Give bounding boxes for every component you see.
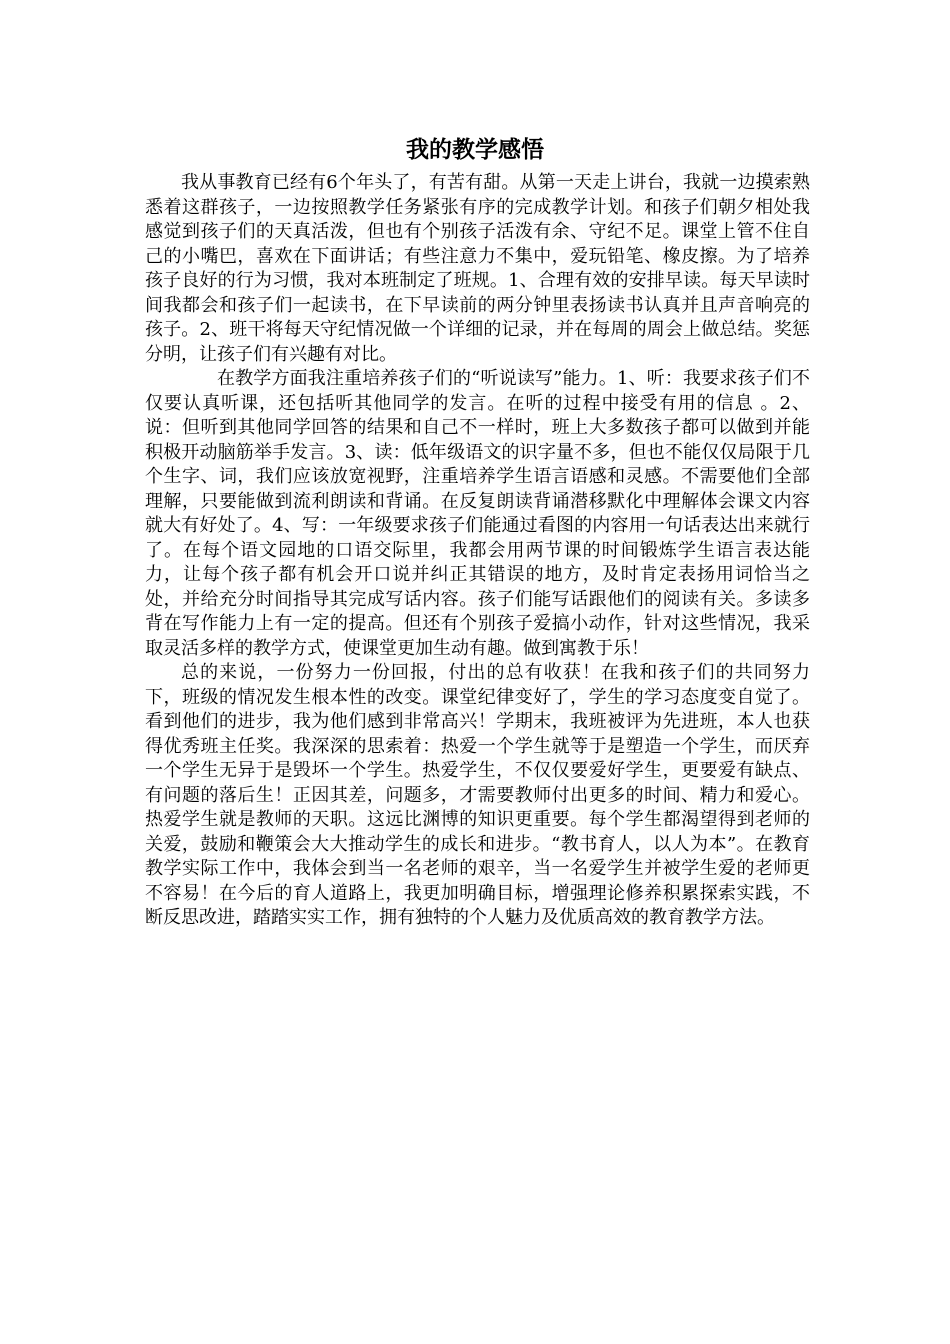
document-title: 我的教学感悟 — [406, 137, 544, 163]
document-body — [145, 171, 810, 931]
paragraph-summary: 总的来说，一份努力一份回报，付出的总有收获！在我和孩子们的共同努力下，班级的情况发生根本性的改变。课堂纪律变好了，学生的学习态度变自觉了。看到他们的进步，我为他们感到非常高兴！学期末，我班被评为先进班，本人也获得优秀班主任奖。我深深的思索着：热爱一个学生就等于是塑造一个学生，而厌弃一个学生无异于是毁坏一个学生。热爱学生，不仅仅要爱好学生，更要爱有缺点、有问题的落后生！正因其差，问题多，才需要教师付出更多的时间、精力和爱心。热爱学生就是教师的天职。这远比渊博的知识更重要。每个学生都渴望得到老师的关爱，鼓励和鞭策会大大推动学生的成长和进步。“教书育人，以人为本”。在教育教学实际工作中，我体会到当一名老师的艰辛，当一名爱学生并被学生爱的老师更不容易！在今后的育人道路上，我更加明确目标，增强理论修养积累探索实践，不断反思改进，踏踏实实工作，拥有独特的个人魅力及优质高效的教育教学方法。 — [145, 662, 810, 928]
paragraph-class-rules: 我从事教育已经有6个年头了，有苦有甜。从第一天走上讲台，我就一边摸索熟悉着这群孩子，一边按照教学任务紧张有序的完成教学计划。和孩子们朝夕相处我感觉到孩子们的天真活泼，但也有个别孩子活泼有余、守纪不足。课堂上管不住自己的小嘴巴，喜欢在下面讲话；有些注意力不集中，爱玩铅笔、橡皮擦。为了培养孩子良好的行为习惯，我对本班制定了班规。1、合理有效的安排早读。每天早读时间我都会和孩子们一起读书，在下早读前的两分钟里表扬读书认真并且声音响亮的孩子。2、班干将每天守纪情况做一个详细的记录，并在每周的周会上做总结。奖惩分明，让孩子们有兴趣有对比。 — [145, 172, 810, 365]
paragraph-teaching-methods: 在教学方面我注重培养孩子们的“听说读写”能力。1、听：我要求孩子们不仅要认真听课，还包括听其他同学的发言。在听的过程中接受有用的信息 。2、说：但听到其他同学回答的结果和自己不一样时，班上大多数孩子都可以做到并能积极开动脑筋举手发言。3、读：低年级语文的识字量不多，但也不能仅仅局限于几个生字、词，我们应该放宽视野，注重培养学生语言语感和灵感。不需要他们全部理解，只要能做到流利朗读和背诵。在反复朗读背诵潜移默化中理解体会课文内容就大有好处了。4、写：一年级要求孩子们能通过看图的内容用一句话表达出来就行了。在每个语文园地的口语交际里，我都会用两节课的时间锻炼学生语言表达能力，让每个孩子都有机会开口说并纠正其错误的地方，及时肯定表扬用词恰当之处，并给充分时间指导其完成写话内容。孩子们能写话跟他们的阅读有关。多读多背在写作能力上有一定的提高。但还有个别孩子爱搞小动作，针对这些情况，我采取灵活多样的教学方式，使课堂更加生动有趣。做到寓教于乐！ — [145, 368, 810, 659]
